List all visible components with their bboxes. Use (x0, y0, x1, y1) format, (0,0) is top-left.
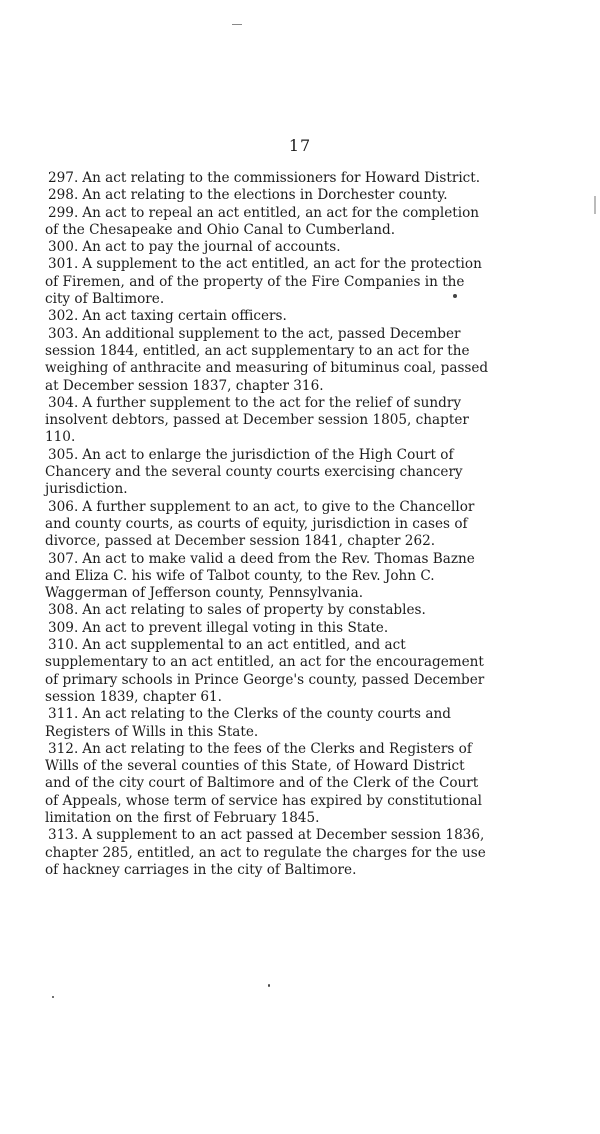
scan-speck (594, 196, 596, 214)
act-number: 302. (48, 308, 79, 325)
act-number: 307. (48, 550, 79, 567)
page-number: 17 (288, 136, 312, 155)
act-number: 297. (48, 170, 79, 186)
list-item (45, 205, 491, 240)
act-title: An act to pay the journal of accounts. (82, 239, 341, 256)
act-number: 298. (48, 187, 79, 204)
list-item (45, 620, 491, 637)
act-number: 305. (48, 446, 79, 463)
act-number: 303. (48, 325, 79, 342)
act-number: 301. (48, 256, 79, 273)
act-number: 313. (48, 827, 79, 844)
act-title: An act supplemental to an act entitled, and act supplementary to an act entitled, an act for the encouragement of primary schools in Prince George's county, passed December session 1839, chapter 61. (45, 637, 485, 705)
list-item (45, 741, 491, 827)
act-title: An act to make valid a deed from the Rev. Thomas Bazne and Eliza C. his wife of Talbot county, to the Rev. John C. Waggerman of Jefferson county, Pennsylvania. (45, 550, 475, 602)
act-title: An act to prevent illegal voting in this State. (82, 619, 389, 636)
list-item (45, 395, 491, 447)
act-number: 312. (48, 740, 79, 757)
list-item (45, 827, 491, 879)
act-title: An act relating to sales of property by constables. (82, 602, 426, 619)
list-item (45, 170, 491, 187)
scan-speck (268, 984, 270, 987)
act-title: An act relating to the elections in Dorchester county. (82, 187, 448, 204)
list-item (45, 499, 491, 551)
act-number: 304. (48, 394, 79, 411)
list-item (45, 637, 491, 706)
act-title: An act taxing certain officers. (82, 308, 287, 325)
act-title: A further supplement to the act for the relief of sundry insolvent debtors, passed at December session 1805, chapter 110. (45, 394, 469, 446)
act-title: A supplement to an act passed at December session 1836, chapter 285, entitled, an act to regulate the charges for the use of hackney carriages in the city of Baltimore. (45, 827, 486, 878)
list-item (45, 239, 491, 256)
list-item (45, 326, 491, 395)
list-item (45, 308, 491, 325)
act-title: A supplement to the act entitled, an act for the protection of Firemen, and of the property of the Fire Companies in the city of Baltimore. (45, 256, 482, 308)
list-item (45, 602, 491, 619)
act-title: A further supplement to an act, to give to the Chancellor and county courts, as courts of equity, jurisdiction in cases of divorce, passed at December session 1841, chapter 262. (45, 498, 475, 550)
act-title: An act to repeal an act entitled, an act for the completion of the Chesapeake and Ohio Canal to Cumberland. (45, 204, 480, 238)
act-title: An act to enlarge the jurisdiction of the High Court of Chancery and the several county courts exercising chancery jurisdiction. (45, 446, 463, 498)
act-title: An additional supplement to the act, passed December session 1844, entitled, an act supplementary to an act for the weighing of anthracite and measuring of bituminus coal, passed at December session 1837, chapter 316. (45, 325, 489, 394)
scan-speck (232, 24, 242, 25)
list-item (45, 447, 491, 499)
act-number: 306. (48, 498, 79, 515)
act-number: 310. (48, 637, 79, 654)
act-number: 299. (48, 204, 79, 221)
acts-list (45, 170, 491, 879)
list-item (45, 706, 491, 741)
act-number: 300. (48, 239, 79, 256)
act-number: 308. (48, 602, 79, 619)
act-title: An act relating to the fees of the Clerks and Registers of Wills of the several counties of this State, of Howard District and of the city court of Baltimore and of the Clerk of the Court of Appeals, whose term of service has expired by constitutional limitation on the first of February 1845. (45, 740, 483, 826)
act-title: An act relating to the Clerks of the county courts and Registers of Wills in this State. (45, 706, 451, 740)
act-number: 309. (48, 619, 79, 636)
list-item (45, 187, 491, 204)
act-number: 311. (48, 706, 79, 723)
act-title: An act relating to the commissioners for Howard District. (82, 170, 481, 186)
list-item (45, 256, 491, 308)
scan-speck (453, 294, 457, 298)
list-item (45, 551, 491, 603)
scan-speck (52, 996, 54, 998)
